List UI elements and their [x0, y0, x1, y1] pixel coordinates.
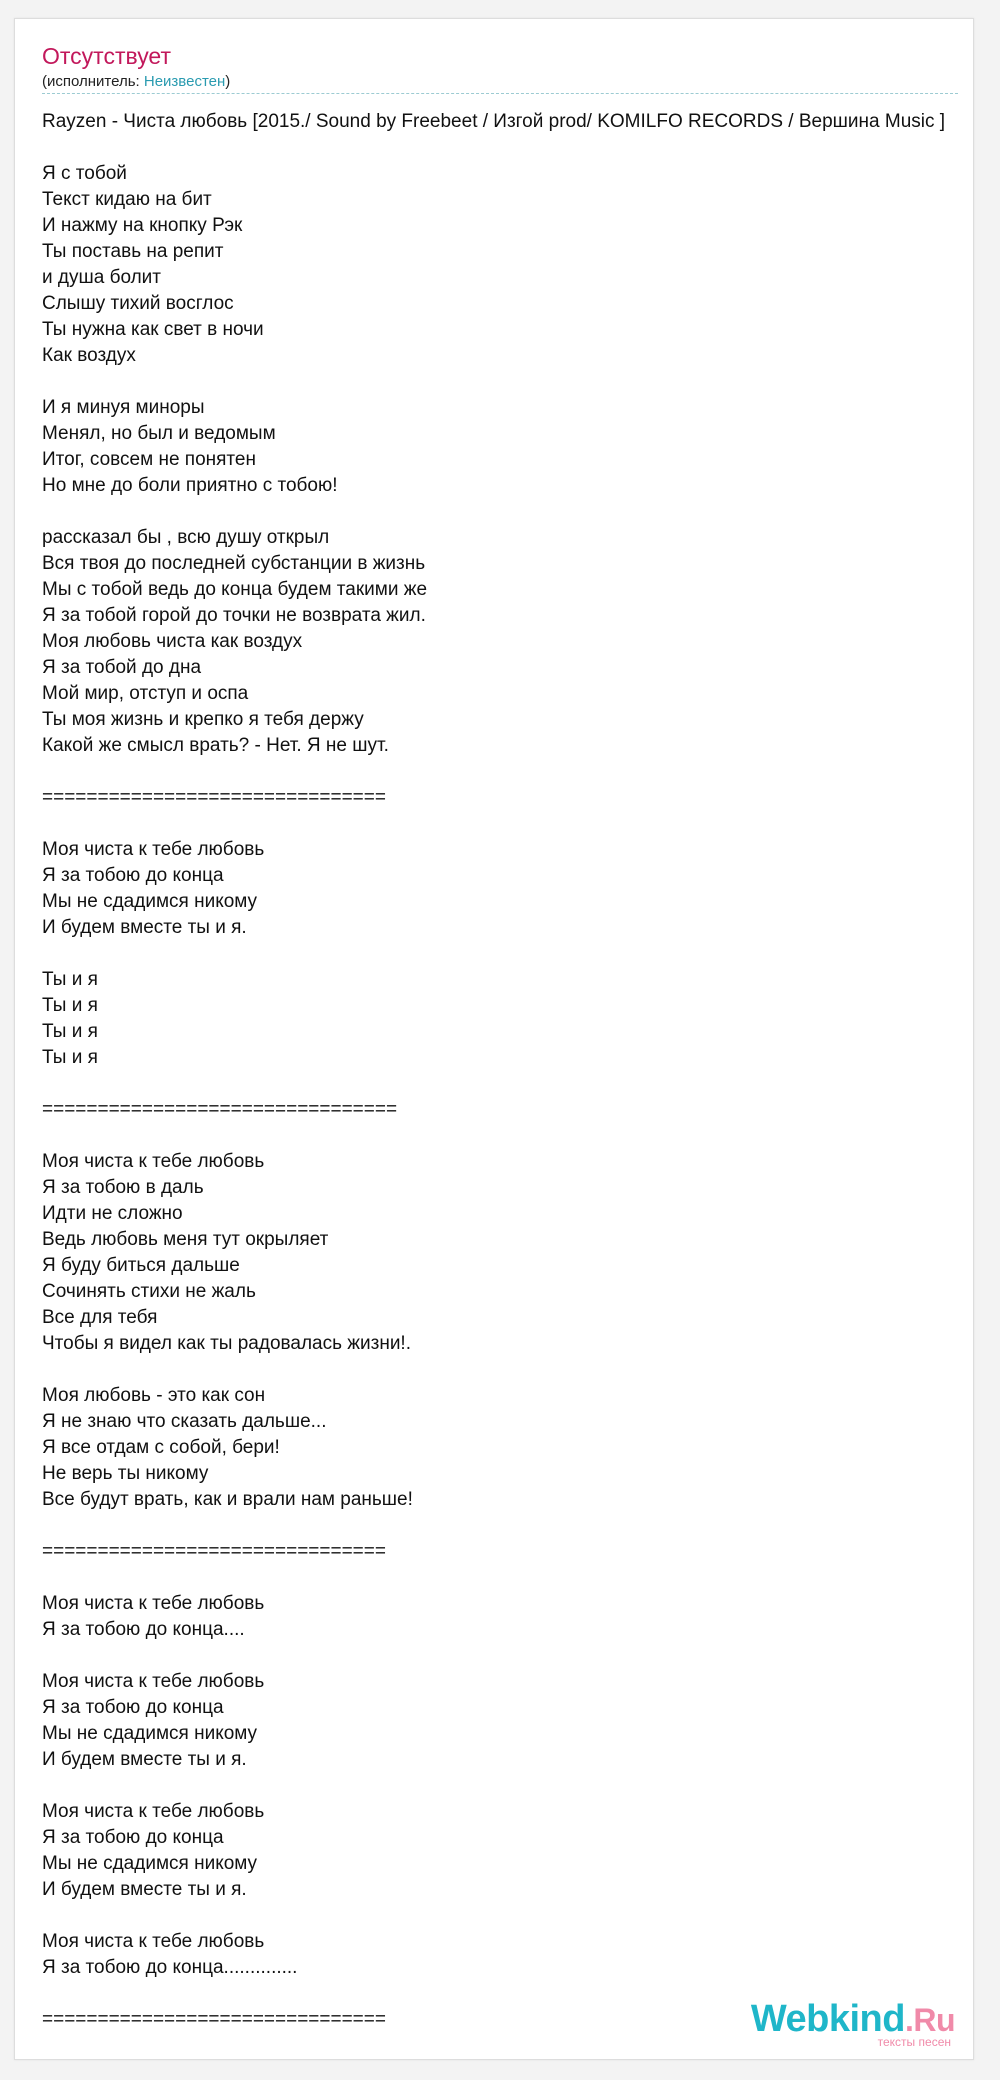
lyrics-line [42, 759, 974, 785]
lyrics-line: Моя чиста к тебе любовь [42, 1671, 265, 1692]
lyrics-line: Мы не сдадимся никому [42, 891, 258, 912]
lyrics-line: Моя любовь чиста как воздух [42, 631, 303, 652]
lyrics-line: Мы с тобой ведь до конца будем такими же [42, 579, 428, 600]
lyrics-line [42, 1903, 974, 1929]
lyrics-line: И я минуя миноры [42, 397, 205, 418]
lyrics-line: Но мне до боли приятно с тобою! [42, 475, 338, 496]
lyrics-line: Моя чиста к тебе любовь [42, 1593, 265, 1614]
lyrics-line: Ты и я [42, 1047, 98, 1068]
lyrics-line: Ты моя жизнь и крепко я тебя держу [42, 709, 364, 730]
logo-suffix: .Ru [904, 2002, 955, 2038]
lyrics-line [42, 1773, 974, 1799]
lyrics-line: Я за тобою до конца [42, 1697, 224, 1718]
artist-link[interactable]: Неизвестен [143, 73, 226, 90]
lyrics-line: Моя любовь - это как сон [42, 1385, 266, 1406]
lyrics-line: Сочинять стихи не жаль [42, 1281, 256, 1302]
artist-suffix: ) [225, 73, 231, 90]
lyrics-line: Слышу тихий восглос [42, 293, 234, 314]
lyrics-line: Идти не сложно [42, 1203, 183, 1224]
lyrics-line: Мы не сдадимся никому [42, 1853, 258, 1874]
lyrics-line: И будем вместе ты и я. [42, 1879, 247, 1900]
lyrics-line: рассказал бы , всю душу открыл [42, 527, 330, 548]
lyrics-line: Я не знаю что сказать дальше... [42, 1411, 327, 1432]
lyrics-line: И нажму на кнопку Рэк [42, 215, 243, 236]
lyrics-line: Я за тобою до конца.... [42, 1619, 245, 1640]
lyrics-line: Моя чиста к тебе любовь [42, 1801, 265, 1822]
lyrics-line: Ведь любовь меня тут окрыляет [42, 1229, 329, 1250]
lyrics-line: Моя чиста к тебе любовь [42, 1151, 265, 1172]
lyrics-line: Как воздух [42, 345, 136, 366]
lyrics-line: Я за тобою до конца.............. [42, 1957, 298, 1978]
lyrics-line: =============================== [42, 1541, 386, 1562]
lyrics-line: И будем вместе ты и я. [42, 1749, 247, 1770]
lyrics-line: Чтобы я видел как ты радовалась жизни!. [42, 1333, 411, 1354]
lyrics-line: Менял, но был и ведомым [42, 423, 276, 444]
lyrics-line: Rayzen - Чиста любовь [2015./ Sound by Freebeet / Изгой prod/ KOMILFO RECORDS / Вершина Music ] [42, 111, 946, 132]
lyrics-line: Моя чиста к тебе любовь [42, 1931, 265, 1952]
lyrics-line: Я с тобой [42, 163, 127, 184]
lyrics-line: Я за тобой горой до точки не возврата жил. [42, 605, 426, 626]
lyrics-line: =============================== [42, 2009, 386, 2030]
artist-prefix: (исполнитель: [42, 73, 144, 90]
logo-main-text: Webkind [750, 1998, 905, 2040]
lyrics-line [42, 1357, 974, 1383]
lyrics-line [42, 1071, 974, 1097]
lyrics-line: Ты поставь на репит [42, 241, 224, 262]
lyrics-line [42, 135, 974, 161]
lyrics-line: Я за тобою до конца [42, 1827, 224, 1848]
lyrics-line: и душа болит [42, 267, 162, 288]
lyrics-line: Итог, совсем не понятен [42, 449, 256, 470]
lyrics-line: Я за тобой до дна [42, 657, 202, 678]
lyrics-line: Текст кидаю на бит [42, 189, 212, 210]
lyrics-line: Я за тобою до конца [42, 865, 224, 886]
lyrics-line: Какой же смысл врать? - Нет. Я не шут. [42, 735, 389, 756]
artist-line [42, 73, 230, 90]
lyrics-line [42, 1513, 974, 1539]
lyrics-line: Все для тебя [42, 1307, 158, 1328]
lyrics-line: И будем вместе ты и я. [42, 917, 247, 938]
lyrics-line: Я все отдам с собой, бери! [42, 1437, 280, 1458]
lyrics-line: Ты нужна как свет в ночи [42, 319, 264, 340]
lyrics-line [42, 811, 974, 837]
lyrics-line: Мы не сдадимся никому [42, 1723, 258, 1744]
lyrics-line [42, 1565, 974, 1591]
lyrics-line [42, 1643, 974, 1669]
lyrics-card [14, 18, 974, 2060]
lyrics-line [42, 499, 974, 525]
lyrics-line: Я буду биться дальше [42, 1255, 240, 1276]
dashed-divider [42, 93, 958, 94]
lyrics-line [42, 369, 974, 395]
lyrics-line: Ты и я [42, 1021, 98, 1042]
lyrics-line: Ты и я [42, 995, 98, 1016]
song-title: Отсутствует [42, 43, 171, 69]
lyrics-line: Ты и я [42, 969, 98, 990]
lyrics-line: Я за тобою в даль [42, 1177, 204, 1198]
lyrics-line: Мой мир, отступ и оспа [42, 683, 249, 704]
lyrics-line [42, 1123, 974, 1149]
lyrics-line: ================================ [42, 1099, 398, 1120]
lyrics-line: Все будут врать, как и врали нам раньше! [42, 1489, 413, 1510]
lyrics-line: Не верь ты никому [42, 1463, 209, 1484]
lyrics-line: Моя чиста к тебе любовь [42, 839, 265, 860]
lyrics-line [42, 941, 974, 967]
lyrics-line: =============================== [42, 787, 386, 808]
lyrics-text [42, 109, 974, 2033]
site-logo[interactable] [751, 1998, 955, 2049]
lyrics-line: Вся твоя до последней субстанции в жизнь [42, 553, 426, 574]
logo-tagline: тексты песен [877, 2035, 951, 2049]
